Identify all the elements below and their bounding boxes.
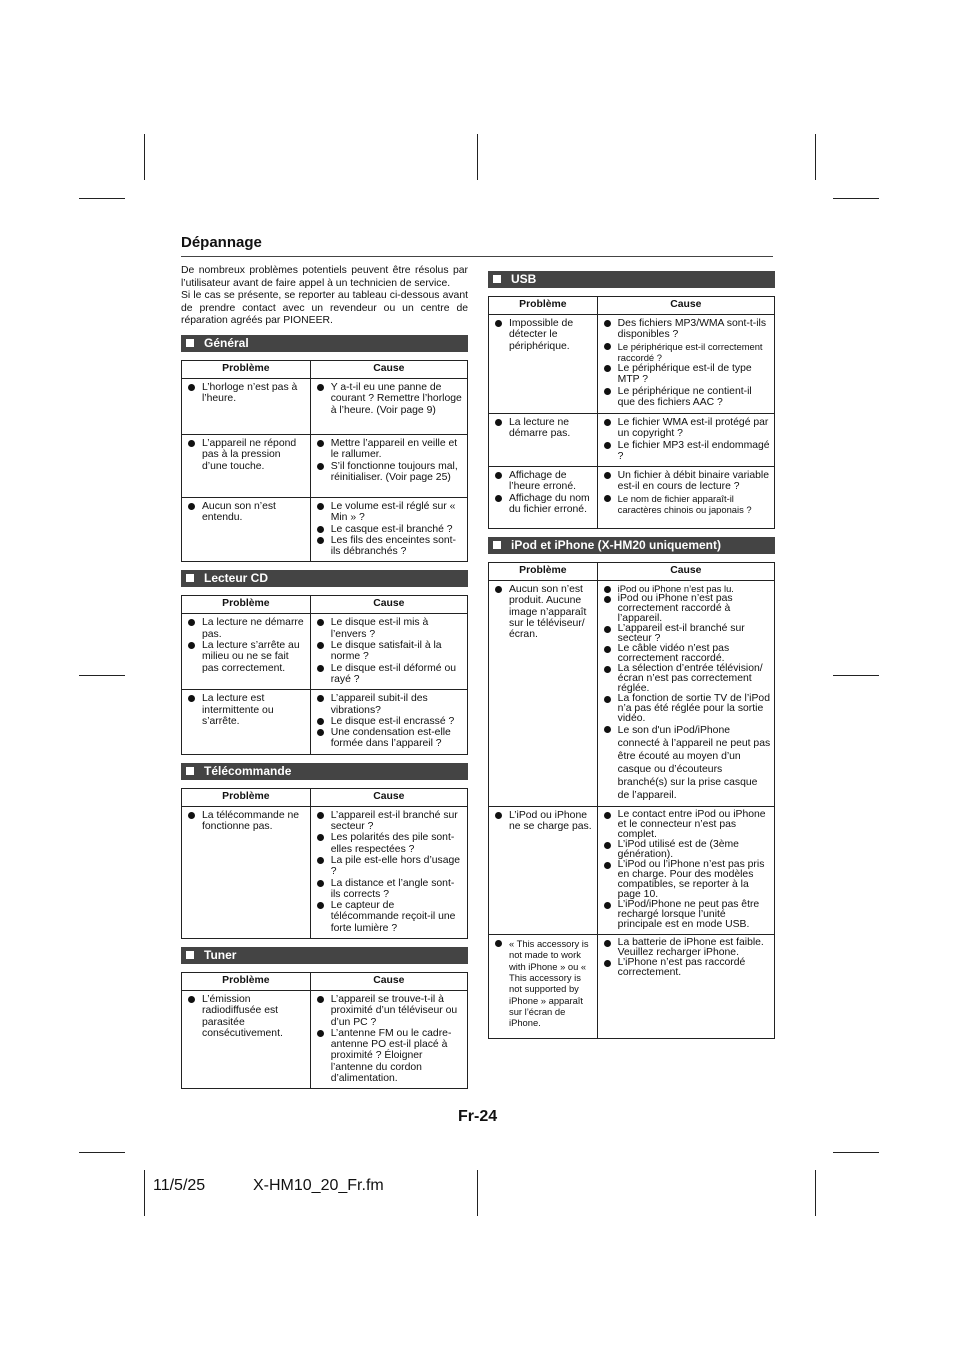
table-header-row	[489, 297, 775, 315]
list-item: Mettre l’appareil en veille et le rallumer.	[314, 438, 464, 461]
right-column	[488, 271, 775, 1047]
list-item: iPod ou iPhone n’est pas correctement raccordé à l’appareil.	[601, 594, 771, 624]
table-remote	[181, 788, 468, 939]
square-bullet-icon	[186, 767, 194, 775]
square-bullet-icon	[186, 951, 194, 959]
list-item: Le casque est-il branché ?	[314, 524, 464, 535]
column-header-problem: Problème	[182, 596, 311, 614]
section-heading-remote	[181, 763, 468, 780]
list-item: « This accessory is not made to work with iPhone » ou « This accessory is not supported by iPhone » apparaît sur l’écran de iPhone.	[492, 938, 594, 1028]
list-item: La sélection d’entrée télévision/écran n’est pas correctement réglée.	[601, 664, 771, 694]
square-bullet-icon	[493, 275, 501, 283]
crop-mark	[79, 675, 125, 676]
list-item: La télécommande ne fonctionne pas.	[185, 810, 307, 833]
list-item: La pile est-elle hors d’usage ?	[314, 855, 464, 878]
list-item: Le disque est-il mis à l’envers ?	[314, 617, 464, 640]
list-item: L’antenne FM ou le cadre-antenne PO est-il placé à proximité ? Éloigner l’antenne du cordon d’alimentation.	[314, 1028, 464, 1084]
list-item: La distance et l’angle sont-ils corrects ?	[314, 878, 464, 901]
table-row	[182, 378, 468, 434]
section-title: Lecteur CD	[204, 571, 269, 586]
list-item: Le fichier MP3 est-il endommagé ?	[601, 440, 771, 463]
list-item: La fonction de sortie TV de l’iPod n’a pas été réglée pour la sortie vidéo.	[601, 694, 771, 724]
list-item: L’iPhone n’est pas raccordé correctement.	[601, 958, 771, 978]
list-item: L’appareil subit-il des vibrations?	[314, 693, 464, 716]
list-item: L’iPod ou l’iPhone n’est pas pris en charge. Pour des modèles compatibles, se reporter à la page 10.	[601, 860, 771, 900]
list-item: Le périphérique ne contient-il que des fichiers AAC ?	[601, 386, 771, 409]
table-general	[181, 360, 468, 562]
cause-cell	[597, 315, 774, 414]
list-item: Le disque satisfait-il à la norme ?	[314, 640, 464, 663]
square-bullet-icon	[493, 541, 501, 549]
list-item: L’iPod ou iPhone ne se charge pas.	[492, 810, 594, 833]
cause-cell	[597, 935, 774, 1039]
table-row	[182, 690, 468, 754]
cause-cell	[310, 690, 467, 754]
list-item: Le volume est-il réglé sur « Min » ?	[314, 501, 464, 524]
column-header-cause: Cause	[310, 596, 467, 614]
problem-cell	[182, 806, 311, 938]
crop-mark	[144, 134, 145, 180]
problem-cell	[182, 614, 311, 690]
list-item: La lecture ne démarre pas.	[492, 417, 594, 440]
problem-cell	[182, 990, 311, 1088]
list-item: Le disque est-il encrassé ?	[314, 716, 464, 727]
list-item: Aucun son n’est entendu.	[185, 501, 307, 524]
section-heading-usb	[488, 271, 775, 288]
list-item: L’iPod/iPhone ne peut pas être rechargé lorsque l’unité principale est en mode USB.	[601, 900, 771, 930]
list-item: L’appareil est-il branché sur secteur ?	[601, 624, 771, 644]
cause-cell	[597, 414, 774, 467]
list-item: Aucun son n’est produit. Aucune image n’apparaît sur le téléviseur/ écran.	[492, 584, 594, 640]
crop-mark	[79, 1152, 125, 1153]
list-item: Y a-t-il eu une panne de courant ? Remettre l’horloge à l’heure. (Voir page 9)	[314, 382, 464, 416]
square-bullet-icon	[186, 574, 194, 582]
list-item: L’appareil ne répond pas à la pression d’une touche.	[185, 438, 307, 472]
list-item: Le capteur de télécommande reçoit-il une forte lumière ?	[314, 900, 464, 934]
list-item: Le câble vidéo n’est pas correctement raccordé.	[601, 644, 771, 664]
list-item: La lecture est intermittente ou s’arrête.	[185, 693, 307, 727]
crop-mark	[833, 198, 879, 199]
list-item: Impossible de détecter le périphérique.	[492, 318, 594, 352]
section-title: iPod et iPhone (X-HM20 uniquement)	[511, 538, 722, 553]
table-header-row	[182, 972, 468, 990]
crop-mark	[815, 134, 816, 180]
table-header-row	[182, 596, 468, 614]
list-item: Affichage du nom du fichier erroné.	[492, 493, 594, 516]
table-header-row	[489, 563, 775, 581]
column-header-problem: Problème	[182, 972, 311, 990]
list-item: L’émission radiodiffusée est parasitée consécutivement.	[185, 994, 307, 1039]
crop-mark	[833, 675, 879, 676]
problem-cell	[182, 690, 311, 754]
list-item: Les fils des enceintes sont-ils débranchés ?	[314, 535, 464, 558]
column-header-cause: Cause	[310, 972, 467, 990]
list-item: Le son d'un iPod/iPhone connecté à l’appareil ne peut pas être écouté au moyen d’un casque ou d’écouteurs branché(s) sur la prise casque de l’appareil.	[601, 724, 771, 802]
column-header-cause: Cause	[310, 788, 467, 806]
list-item: Les polarités des pile sont-elles respectées ?	[314, 832, 464, 855]
list-item: Affichage de l’heure erroné.	[492, 470, 594, 493]
list-item: La lecture s’arrête au milieu ou ne se fait pas correctement.	[185, 640, 307, 674]
intro-text	[181, 265, 468, 328]
column-header-problem: Problème	[489, 563, 598, 581]
page-number: Fr-24	[458, 1108, 498, 1125]
cause-cell	[310, 434, 467, 497]
section-title: Télécommande	[204, 763, 292, 778]
list-item: Le fichier WMA est-il protégé par un copyright ?	[601, 417, 771, 440]
list-item: S’il fonctionne toujours mal, réinitialiser. (Voir page 25)	[314, 461, 464, 484]
section-title: Tuner	[204, 947, 237, 962]
column-header-problem: Problème	[182, 360, 311, 378]
problem-cell	[489, 467, 598, 529]
list-item: L’appareil se trouve-t-il à proximité d’un téléviseur ou d’un PC ?	[314, 994, 464, 1028]
table-header-row	[182, 788, 468, 806]
table-row	[489, 581, 775, 807]
column-header-problem: Problème	[489, 297, 598, 315]
cause-cell	[597, 807, 774, 935]
intro-paragraph: De nombreux problèmes potentiels peuvent être résolus par l’utilisateur avant de faire appel à un technicien de service.	[181, 265, 468, 289]
crop-mark	[815, 1170, 816, 1216]
crop-mark	[833, 1152, 879, 1153]
problem-cell	[489, 807, 598, 935]
table-ipod	[488, 562, 775, 1039]
table-row	[182, 806, 468, 938]
section-title: Général	[204, 335, 249, 350]
table-header-row	[182, 360, 468, 378]
cause-cell	[310, 806, 467, 938]
problem-cell	[489, 315, 598, 414]
cause-cell	[597, 581, 774, 807]
cause-cell	[310, 497, 467, 561]
list-item: Le disque est-il déformé ou rayé ?	[314, 663, 464, 686]
table-row	[182, 990, 468, 1088]
list-item: iPod ou iPhone n’est pas lu.	[601, 584, 771, 594]
crop-mark	[477, 134, 478, 180]
column-header-problem: Problème	[182, 788, 311, 806]
table-usb	[488, 296, 775, 529]
cause-cell	[310, 378, 467, 434]
cause-cell	[310, 990, 467, 1088]
problem-cell	[182, 434, 311, 497]
intro-paragraph: Si le cas se présente, se reporter au tableau ci-dessous avant de prendre contact avec un revendeur ou un centre de réparation agréés par PIONEER.	[181, 290, 468, 327]
problem-cell	[489, 581, 598, 807]
table-cd	[181, 595, 468, 754]
list-item: L’horloge n’est pas à l’heure.	[185, 382, 307, 405]
problem-cell	[489, 414, 598, 467]
list-item: L’iPod utilisé est de (3ème génération).	[601, 840, 771, 860]
table-tuner	[181, 972, 468, 1089]
table-row	[489, 467, 775, 529]
problem-cell	[182, 378, 311, 434]
list-item: Des fichiers MP3/WMA sont-t-ils disponibles ?	[601, 318, 771, 341]
list-item: Le périphérique est-il correctement raccordé ?	[601, 341, 771, 364]
table-row	[489, 414, 775, 467]
list-item: Le nom de fichier apparaît-il caractères chinois ou japonais ?	[601, 493, 771, 516]
crop-mark	[477, 1170, 478, 1216]
square-bullet-icon	[186, 339, 194, 347]
list-item: La lecture ne démarre pas.	[185, 617, 307, 640]
crop-mark	[144, 1170, 145, 1216]
list-item: Une condensation est-elle formée dans l’appareil ?	[314, 727, 464, 750]
column-header-cause: Cause	[597, 563, 774, 581]
footer-date: 11/5/25	[153, 1177, 206, 1194]
section-heading-ipod	[488, 537, 775, 554]
left-column	[181, 265, 468, 1097]
column-header-cause: Cause	[597, 297, 774, 315]
footer-filename: X-HM10_20_Fr.fm	[253, 1177, 384, 1194]
list-item: Le périphérique est-il de type MTP ?	[601, 363, 771, 386]
table-row	[182, 614, 468, 690]
column-header-cause: Cause	[310, 360, 467, 378]
table-row	[489, 807, 775, 935]
problem-cell	[489, 935, 598, 1039]
table-row	[182, 497, 468, 561]
title-rule	[181, 256, 773, 257]
section-heading-tuner	[181, 947, 468, 964]
section-title: USB	[511, 272, 537, 286]
cause-cell	[310, 614, 467, 690]
page-title: Dépannage	[181, 234, 262, 251]
table-row	[489, 315, 775, 414]
list-item: Un fichier à débit binaire variable est-il en cours de lecture ?	[601, 470, 771, 493]
list-item: Le contact entre iPod ou iPhone et le connecteur n’est pas complet.	[601, 810, 771, 840]
list-item: L’appareil est-il branché sur secteur ?	[314, 810, 464, 833]
list-item: La batterie de iPhone est faible. Veuillez recharger iPhone.	[601, 938, 771, 958]
cause-cell	[597, 467, 774, 529]
crop-mark	[79, 198, 125, 199]
table-row	[489, 935, 775, 1039]
section-heading-general	[181, 335, 468, 352]
section-heading-cd	[181, 570, 468, 587]
table-row	[182, 434, 468, 497]
problem-cell	[182, 497, 311, 561]
